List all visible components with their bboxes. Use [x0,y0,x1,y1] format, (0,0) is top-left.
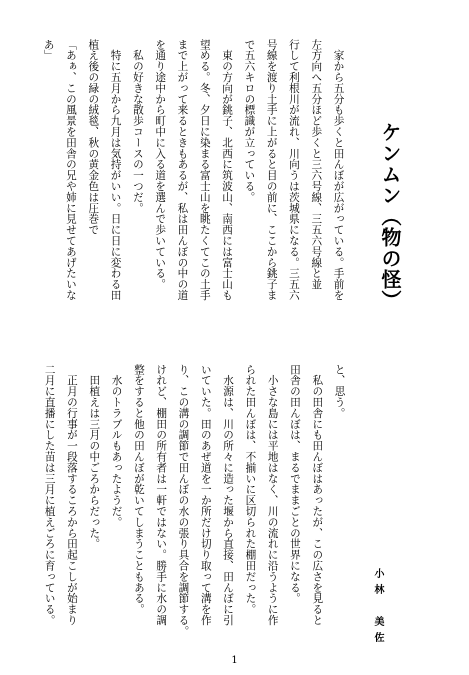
page-number: 1 [231,655,238,666]
text-column: 望める。冬、夕日に染まる富士山を眺たくてこの土手 [198,39,211,301]
text-column: 左方向へ五分ほど歩くと三六号線、三五六号線と並 [310,39,323,290]
text-column: り、この溝の調節で田んぼの水の張り具合を調節する。 [177,364,190,637]
text-column: られた田んぼは、不揃いに区切られた棚田だった。 [244,364,257,615]
text-column: 行して利根川が流れ、川向うは茨城県になる。三五六 [287,39,300,301]
text-column: 東の方向が銚子、北西に筑波山、南西には富士山も [221,39,234,301]
text-column: 家から五分も歩くと田んぼが広がっている。手前を [332,39,345,301]
text-column: いていた。田のあぜ道を一か所だけ切り取って溝を作 [199,364,212,626]
text-column: 二月に直播にした苗は三月に植えごろに育っている。 [43,364,56,626]
text-column: 正月の行事が一段落するころから田起こしが始まり [65,364,78,626]
text-column: 小さな島には平地はなく、川の流れに沿うように作 [266,364,279,626]
text-column: で五六キロの標識が立っている。 [243,39,256,203]
text-column: けれど、棚田の所有者は一軒ではない。勝手に水の調 [155,364,168,626]
text-column: 特に五月から九月は気持がいい。日に日に変わる田 [109,39,122,301]
text-column: 私の田舎にも田んぼはあったが、この広さを見ると [311,364,324,626]
text-column: あ」 [42,39,55,61]
text-column: 田植えは三月の中ごろからだった。 [88,364,101,550]
text-column: 田舎の田んぼは、まるでままごとの世界になる。 [288,364,301,604]
text-column: 植え後の緑の絨毯、秋の黄金色は圧巻で [87,39,100,236]
document-title: ケンムン（物の怪） [378,122,402,311]
author-name: 小林 美佐 [372,568,383,648]
text-column: 私の好きな散歩コースの一つだ。 [131,39,144,214]
text-column: と、思う。 [333,364,346,419]
text-column: 水源は、川の所々に造った堰から直接、田んぼに引 [222,364,235,626]
text-column: 水のトラブルもあったようだ。 [110,364,123,528]
text-column: 整をすると他の田んぼが乾いてしまうこともある。 [132,364,145,615]
text-column: を通り途中から町中に入る道を選んで歩いている。 [154,39,167,290]
text-column: 号線を渡り土手に上がると目の前に、ここから銚子ま [265,39,278,301]
text-column: 「あぁ、この風景を田舎の兄や姉に見せてあげたいな [64,39,77,301]
text-column: まで上がって来るときもあるが、私は田んぼの中の道 [176,39,189,301]
